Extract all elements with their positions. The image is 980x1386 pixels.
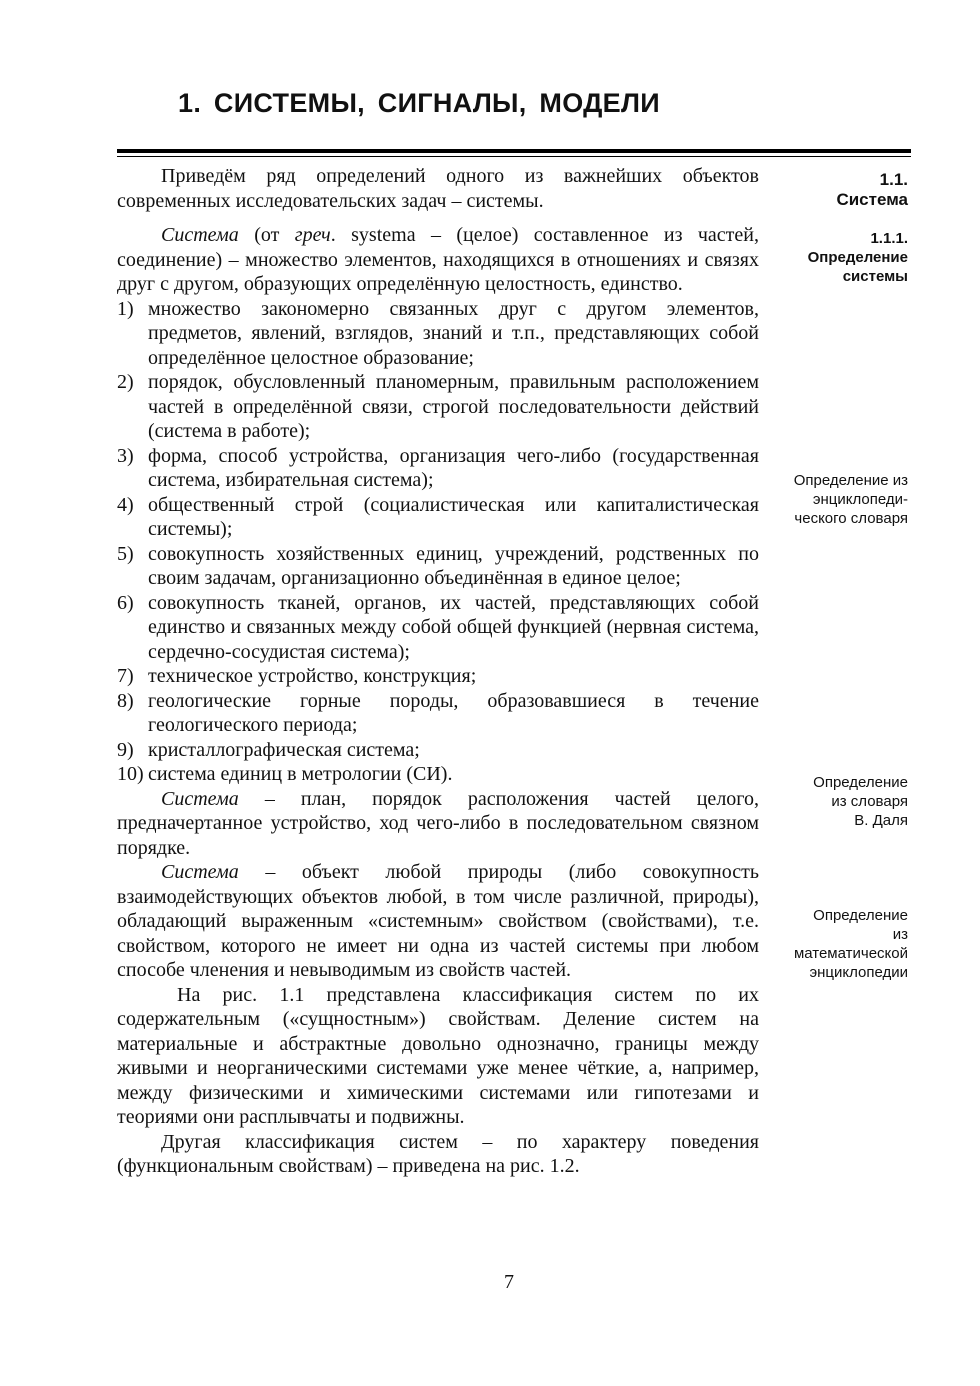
list-item (117, 444, 759, 493)
margin-note-encyclopedia (758, 471, 908, 528)
list-item-number: 5) (117, 542, 134, 565)
list-item (117, 664, 759, 689)
list-item-number: 1) (117, 297, 134, 320)
list-item-number: 3) (117, 444, 134, 467)
margin-note-line: В. Даля (854, 812, 908, 829)
list-item (117, 542, 759, 591)
margin-note-line: Определение (813, 774, 908, 791)
page-number: 7 (504, 1271, 514, 1293)
classification-paragraph: На рис. 1.1 представлена классификация систем по их содержательным («сущностным») свойствам. Деление систем на материальные и абстрактные довольно однозначно, границы между живыми и неорганическими системами уже менее чёткие, а, например, между физическими и химическими системами или гипотезами и теориями они расплывчаты и подвижны. (117, 983, 759, 1128)
list-item-number: 2) (117, 371, 134, 393)
definition-text-a: (от (238, 224, 295, 246)
margin-note-math (758, 906, 908, 982)
margin-note-line: Определение (813, 907, 908, 924)
definition-term: Система (161, 787, 239, 810)
definition-text-b: . systema – (целое) составленное из частей, соединение) – множество элементов, находящихся в отношениях и связях друг с другом, образующих определённую целостность, единство. (117, 224, 759, 295)
definition-math (117, 860, 759, 983)
definition-term: Система (161, 224, 239, 246)
margin-note-line: ческого словаря (794, 510, 908, 527)
subsection-number: 1.1.1. (870, 230, 908, 247)
section-number: 1.1. (879, 170, 908, 189)
subsection-title-line: Определение (807, 249, 908, 266)
list-item (117, 591, 759, 665)
list-item (117, 689, 759, 738)
margin-note-line: энциклопеди- (812, 491, 908, 508)
list-item-number: 8) (117, 689, 134, 712)
list-item (117, 762, 759, 787)
list-item-number: 6) (117, 591, 134, 614)
list-item-number: 7) (117, 665, 134, 687)
margin-section-heading (758, 170, 908, 210)
list-item (117, 370, 759, 444)
definition-text: – объект любой природы (либо совокупность взаимодействующих объектов любой, в том числе различной, природы), обладающий выраженным «системным» свойством (свойствами), т.е. свойством, которого не имеет ни одна из частей системы при любом способе членения и невыводимым из свойств частей. (117, 861, 759, 981)
definition-term: Система (161, 861, 239, 883)
intro-paragraph: Приведём ряд определений одного из важнейших объектов современных исследовательских задач – системы. (117, 165, 759, 212)
list-item-text: геологические горные породы, образовавшиеся в течение геологического периода; (148, 689, 759, 736)
greek-abbr: греч (294, 224, 331, 246)
list-item (117, 738, 759, 763)
list-item-text: форма, способ устройства, организация чего-либо (государственная система, избирательная система); (148, 444, 759, 491)
subsection-title-line: системы (842, 268, 908, 285)
list-item-number: 9) (117, 738, 134, 761)
list-item-text: кристаллографическая система; (148, 738, 420, 761)
margin-note-line: энциклопедии (809, 964, 908, 981)
title-rule-thin (117, 156, 911, 157)
list-item-number: 4) (117, 493, 134, 516)
list-item (117, 493, 759, 542)
margin-note-line: Определение из (793, 472, 908, 489)
title-rule-thick (117, 149, 911, 153)
main-text (117, 164, 759, 1179)
section-title: Система (836, 190, 908, 209)
definition-greek (117, 223, 759, 297)
margin-note-line: математической (793, 945, 908, 962)
list-item-text: система единиц в метрологии (СИ). (148, 763, 453, 785)
list-item-text: техническое устройство, конструкция; (148, 665, 477, 687)
definition-dal (117, 787, 759, 861)
encyclopedia-definitions-list (117, 297, 759, 787)
list-item-text: совокупность хозяйственных единиц, учреждений, родственных по своим задачам, организационно объединённая в единое целое; (148, 542, 759, 589)
list-item-text: множество закономерно связанных друг с другом элементов, предметов, явлений, взглядов, знаний и т.п., представляющих собой определённое целостное образование; (148, 297, 759, 369)
list-item (117, 297, 759, 371)
list-item-text: общественный строй (социалистическая или капиталистическая системы); (148, 493, 759, 540)
margin-note-dal (758, 773, 908, 830)
margin-note-line: из словаря (831, 793, 908, 810)
list-item-text: совокупность тканей, органов, их частей, представляющих собой единство и связанных между собой общей функцией (нервная система, сердечно-сосудистая система); (148, 591, 759, 663)
other-classification-paragraph: Другая классификация систем – по характеру поведения (функциональным свойствам) – приведена на рис. 1.2. (117, 1130, 759, 1177)
chapter-title: 1. СИСТЕМЫ, СИГНАЛЫ, МОДЕЛИ (178, 88, 660, 118)
margin-subsection-heading (758, 229, 908, 286)
list-item-text: порядок, обусловленный планомерным, правильным расположением частей в определённой связи, строгой последовательности действий (система в работе); (148, 371, 759, 442)
margin-note-line: из (892, 926, 908, 943)
list-item-number: 10) (117, 763, 144, 785)
definition-text: – план, порядок расположения частей целого, предначертанное устройство, ход чего-либо в последовательном связном порядке. (117, 787, 759, 859)
